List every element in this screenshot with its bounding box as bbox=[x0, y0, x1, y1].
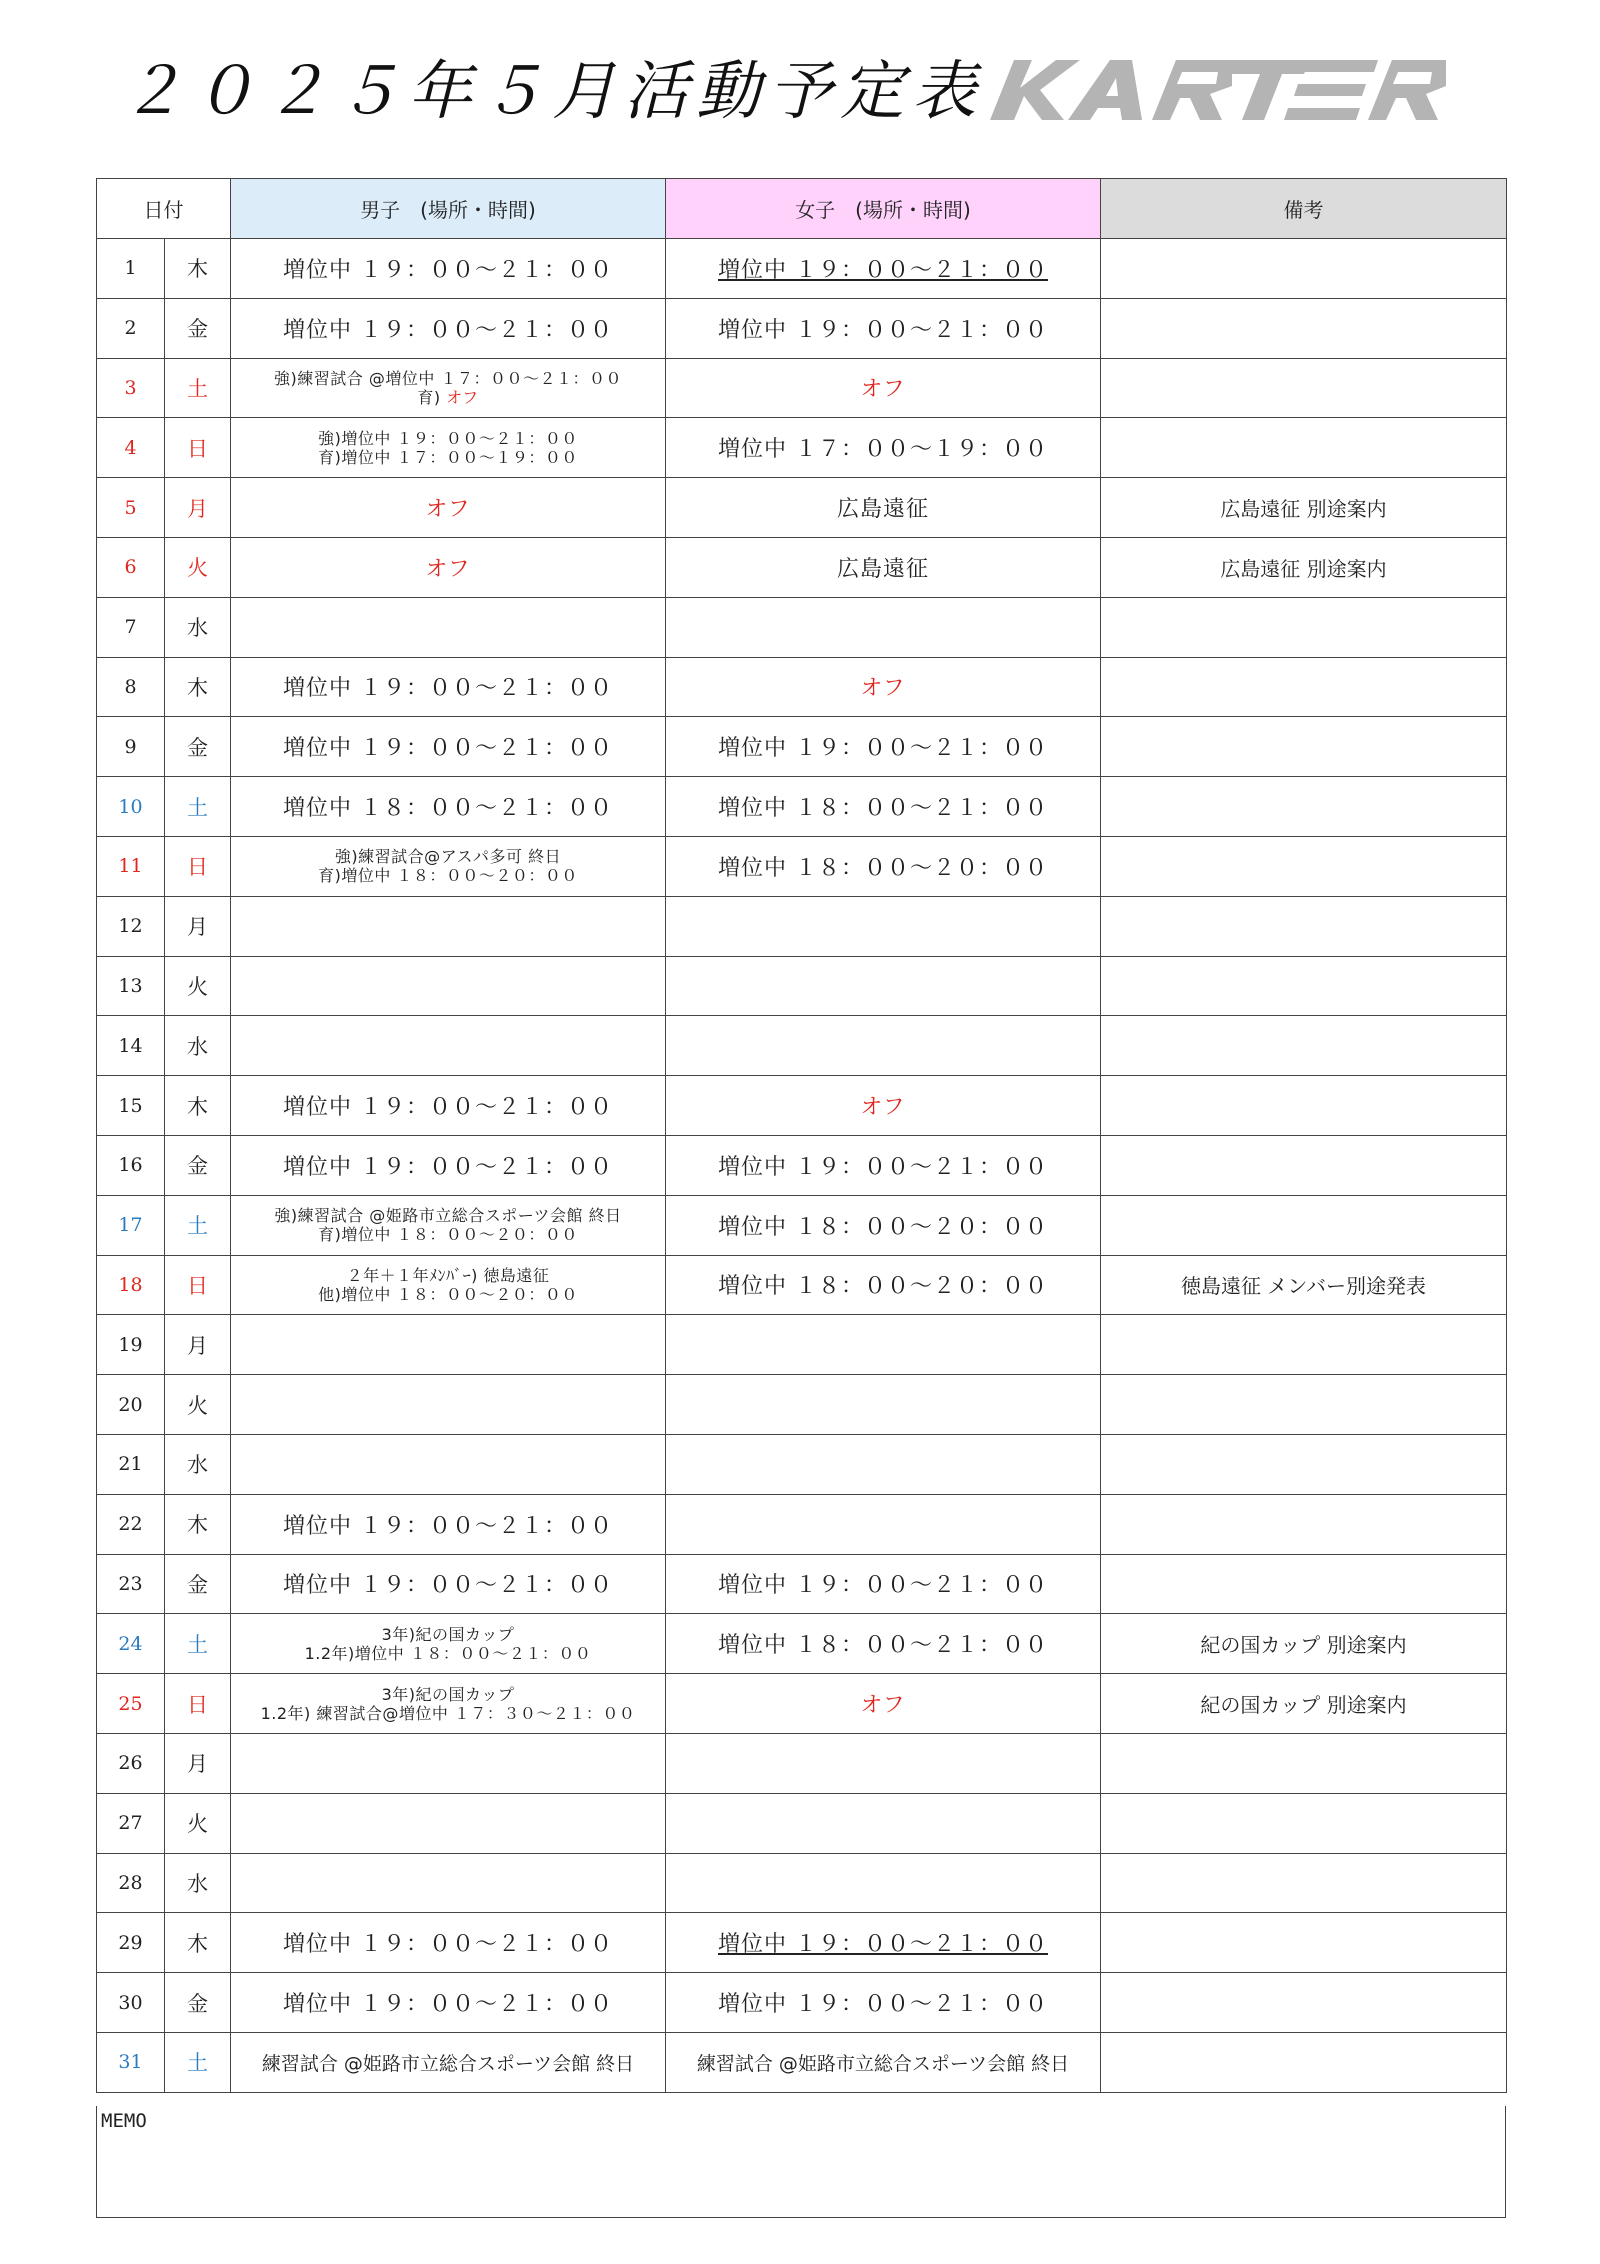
table-row bbox=[97, 239, 1507, 299]
weekday-cell: 月 bbox=[165, 896, 231, 956]
boys-cell bbox=[231, 1375, 666, 1435]
day-cell: 12 bbox=[97, 896, 165, 956]
day-cell: 29 bbox=[97, 1913, 165, 1973]
day-cell: 16 bbox=[97, 1135, 165, 1195]
girls-cell bbox=[666, 2032, 1101, 2092]
girls-line: 増位中 １９：００～２１：００ bbox=[718, 736, 1048, 762]
girls-cell bbox=[666, 1315, 1101, 1375]
girls-line: オフ bbox=[860, 1095, 906, 1121]
day-cell: 18 bbox=[97, 1255, 165, 1315]
girls-line: 広島遠征 bbox=[836, 497, 929, 523]
notes-cell bbox=[1101, 1076, 1507, 1136]
weekday-cell: 木 bbox=[165, 1076, 231, 1136]
boys-cell bbox=[231, 2032, 666, 2092]
weekday-cell: 火 bbox=[165, 1793, 231, 1853]
weekday-cell: 土 bbox=[165, 2032, 231, 2092]
weekday-cell: 水 bbox=[165, 597, 231, 657]
day-cell: 30 bbox=[97, 1973, 165, 2033]
weekday-cell: 金 bbox=[165, 717, 231, 777]
boys-cell bbox=[231, 478, 666, 538]
table-row bbox=[97, 358, 1507, 418]
day-cell: 17 bbox=[97, 1195, 165, 1255]
boys-cell bbox=[231, 1973, 666, 2033]
header-boys: 男子 (場所・時間) bbox=[231, 179, 666, 239]
boys-cell bbox=[231, 1733, 666, 1793]
weekday-cell: 日 bbox=[165, 836, 231, 896]
memo-box bbox=[96, 2106, 1506, 2218]
table-row bbox=[97, 1076, 1507, 1136]
day-cell: 1 bbox=[97, 239, 165, 299]
table-row bbox=[97, 836, 1507, 896]
boys-line: 強)練習試合 @増位中 １７：００～２１：００ bbox=[274, 368, 622, 388]
table-row bbox=[97, 1913, 1507, 1973]
notes-cell bbox=[1101, 836, 1507, 896]
table-row bbox=[97, 537, 1507, 597]
table-row bbox=[97, 298, 1507, 358]
day-cell: 2 bbox=[97, 298, 165, 358]
weekday-cell: 月 bbox=[165, 1733, 231, 1793]
weekday-cell: 木 bbox=[165, 1494, 231, 1554]
notes-cell bbox=[1101, 1016, 1507, 1076]
girls-cell bbox=[666, 1434, 1101, 1494]
day-cell: 11 bbox=[97, 836, 165, 896]
girls-cell bbox=[666, 239, 1101, 299]
girls-cell bbox=[666, 1255, 1101, 1315]
boys-line: 育) オフ bbox=[417, 387, 479, 407]
table-row bbox=[97, 896, 1507, 956]
boys-cell bbox=[231, 1494, 666, 1554]
boys-cell bbox=[231, 896, 666, 956]
notes-cell: 紀の国カップ 別途案内 bbox=[1101, 1674, 1507, 1734]
weekday-cell: 金 bbox=[165, 1135, 231, 1195]
day-cell: 9 bbox=[97, 717, 165, 777]
boys-line: 強)練習試合@アスパ多可 終日 bbox=[334, 847, 562, 867]
table-row bbox=[97, 1494, 1507, 1554]
day-cell: 22 bbox=[97, 1494, 165, 1554]
weekday-cell: 金 bbox=[165, 1554, 231, 1614]
girls-cell bbox=[666, 717, 1101, 777]
table-row bbox=[97, 1973, 1507, 2033]
girls-cell bbox=[666, 1674, 1101, 1734]
weekday-cell: 火 bbox=[165, 537, 231, 597]
boys-cell bbox=[231, 1614, 666, 1674]
girls-line: 増位中 １８：００～２０：００ bbox=[718, 1214, 1048, 1240]
notes-cell: 徳島遠征 メンバー別途発表 bbox=[1101, 1255, 1507, 1315]
notes-cell bbox=[1101, 1434, 1507, 1494]
boys-cell bbox=[231, 1674, 666, 1734]
schedule-body bbox=[97, 239, 1507, 2093]
boys-cell bbox=[231, 777, 666, 837]
boys-cell bbox=[231, 1913, 666, 1973]
header-date: 日付 bbox=[97, 179, 231, 239]
weekday-cell: 金 bbox=[165, 1973, 231, 2033]
notes-cell bbox=[1101, 1135, 1507, 1195]
boys-cell bbox=[231, 239, 666, 299]
table-row bbox=[97, 1434, 1507, 1494]
weekday-cell: 日 bbox=[165, 1674, 231, 1734]
boys-line: 増位中 １９：００～２１：００ bbox=[283, 1932, 613, 1958]
notes-cell bbox=[1101, 1195, 1507, 1255]
boys-cell bbox=[231, 1076, 666, 1136]
table-row bbox=[97, 1255, 1507, 1315]
weekday-cell: 木 bbox=[165, 1913, 231, 1973]
boys-line: ２年＋１年ﾒﾝﾊﾞｰ) 徳島遠征 bbox=[346, 1265, 550, 1285]
boys-line: 他)増位中 １８：００～２０：００ bbox=[318, 1284, 578, 1304]
weekday-cell: 土 bbox=[165, 777, 231, 837]
table-row bbox=[97, 1674, 1507, 1734]
girls-line: 増位中 １９：００～２１：００ bbox=[718, 1992, 1048, 2017]
boys-line: 増位中 １９：００～２１：００ bbox=[283, 1513, 613, 1539]
day-cell: 6 bbox=[97, 537, 165, 597]
notes-cell: 広島遠征 別途案内 bbox=[1101, 478, 1507, 538]
weekday-cell: 水 bbox=[165, 1016, 231, 1076]
boys-line: 育)増位中 １７：００～１９：００ bbox=[318, 447, 578, 467]
weekday-cell: 日 bbox=[165, 418, 231, 478]
boys-line: 強)練習試合 @姫路市立総合スポーツ会館 終日 bbox=[274, 1206, 622, 1226]
boys-cell bbox=[231, 1853, 666, 1913]
notes-cell bbox=[1101, 418, 1507, 478]
notes-cell bbox=[1101, 1733, 1507, 1793]
boys-cell bbox=[231, 418, 666, 478]
day-cell: 27 bbox=[97, 1793, 165, 1853]
table-row bbox=[97, 717, 1507, 777]
girls-line: 増位中 １９：００～２１：００ bbox=[718, 1573, 1048, 1599]
notes-cell bbox=[1101, 1554, 1507, 1614]
notes-cell bbox=[1101, 358, 1507, 418]
boys-cell bbox=[231, 537, 666, 597]
girls-cell bbox=[666, 1793, 1101, 1853]
girls-line: 練習試合 @姫路市立総合スポーツ会館 終日 bbox=[696, 2052, 1070, 2075]
boys-line: 増位中 １９：００～２１：００ bbox=[283, 1573, 613, 1599]
weekday-cell: 金 bbox=[165, 298, 231, 358]
girls-cell bbox=[666, 1494, 1101, 1554]
boys-line: 増位中 １９：００～２１：００ bbox=[283, 1095, 613, 1121]
girls-cell bbox=[666, 1853, 1101, 1913]
boys-cell bbox=[231, 956, 666, 1016]
table-row bbox=[97, 1793, 1507, 1853]
table-row bbox=[97, 1853, 1507, 1913]
day-cell: 5 bbox=[97, 478, 165, 538]
girls-line: 増位中 １９：００～２１：００ bbox=[718, 317, 1048, 343]
notes-cell bbox=[1101, 896, 1507, 956]
girls-cell bbox=[666, 1973, 1101, 2033]
table-row bbox=[97, 478, 1507, 538]
girls-line: オフ bbox=[860, 676, 906, 702]
table-row bbox=[97, 1375, 1507, 1435]
boys-cell bbox=[231, 298, 666, 358]
day-cell: 14 bbox=[97, 1016, 165, 1076]
notes-cell bbox=[1101, 2032, 1507, 2092]
karter-logo bbox=[970, 50, 1450, 130]
boys-cell bbox=[231, 1195, 666, 1255]
boys-line: 増位中 １９：００～２１：００ bbox=[283, 257, 613, 283]
girls-cell bbox=[666, 418, 1101, 478]
weekday-cell: 土 bbox=[165, 358, 231, 418]
day-cell: 26 bbox=[97, 1733, 165, 1793]
boys-line: 増位中 １９：００～２１：００ bbox=[283, 317, 613, 343]
notes-cell: 紀の国カップ 別途案内 bbox=[1101, 1614, 1507, 1674]
boys-cell bbox=[231, 597, 666, 657]
boys-cell bbox=[231, 1315, 666, 1375]
girls-cell bbox=[666, 537, 1101, 597]
table-row bbox=[97, 777, 1507, 837]
table-row bbox=[97, 1614, 1507, 1674]
notes-cell bbox=[1101, 597, 1507, 657]
girls-cell bbox=[666, 836, 1101, 896]
boys-line: 1.2年) 練習試合@増位中 １７：３０～２１：００ bbox=[260, 1703, 636, 1723]
schedule-table bbox=[96, 178, 1507, 2093]
weekday-cell: 土 bbox=[165, 1614, 231, 1674]
girls-cell bbox=[666, 1614, 1101, 1674]
girls-cell bbox=[666, 1076, 1101, 1136]
table-row bbox=[97, 1733, 1507, 1793]
weekday-cell: 水 bbox=[165, 1853, 231, 1913]
notes-cell bbox=[1101, 1913, 1507, 1973]
boys-line: オフ bbox=[425, 497, 471, 523]
notes-cell bbox=[1101, 717, 1507, 777]
day-cell: 15 bbox=[97, 1076, 165, 1136]
boys-line: 3年)紀の国カップ bbox=[381, 1624, 515, 1644]
off-label: オフ bbox=[446, 387, 479, 407]
girls-cell bbox=[666, 1733, 1101, 1793]
girls-line: 増位中 １８：００～２０：００ bbox=[718, 855, 1048, 881]
notes-cell bbox=[1101, 1375, 1507, 1435]
girls-cell bbox=[666, 478, 1101, 538]
day-cell: 25 bbox=[97, 1674, 165, 1734]
day-cell: 13 bbox=[97, 956, 165, 1016]
header-notes: 備考 bbox=[1101, 179, 1507, 239]
girls-cell bbox=[666, 777, 1101, 837]
day-cell: 31 bbox=[97, 2032, 165, 2092]
boys-cell bbox=[231, 1554, 666, 1614]
boys-line: 増位中 １９：００～２１：００ bbox=[283, 676, 613, 702]
girls-line: 広島遠征 bbox=[836, 556, 929, 582]
weekday-cell: 火 bbox=[165, 1375, 231, 1435]
boys-line: 練習試合 @姫路市立総合スポーツ会館 終日 bbox=[261, 2052, 635, 2075]
table-row bbox=[97, 1315, 1507, 1375]
girls-line: 増位中 １９：００～２１：００ bbox=[718, 257, 1048, 283]
girls-line: 増位中 １８：００～２０：００ bbox=[718, 1274, 1048, 1300]
table-row bbox=[97, 597, 1507, 657]
boys-cell bbox=[231, 1135, 666, 1195]
boys-line: 3年)紀の国カップ bbox=[381, 1684, 515, 1704]
notes-cell: 広島遠征 別途案内 bbox=[1101, 537, 1507, 597]
weekday-cell: 月 bbox=[165, 478, 231, 538]
girls-cell bbox=[666, 1195, 1101, 1255]
notes-cell bbox=[1101, 657, 1507, 717]
boys-line: 強)増位中 １９：００～２１：００ bbox=[318, 428, 578, 448]
notes-cell bbox=[1101, 1973, 1507, 2033]
boys-cell bbox=[231, 358, 666, 418]
girls-line: オフ bbox=[860, 1693, 906, 1719]
weekday-cell: 月 bbox=[165, 1315, 231, 1375]
day-cell: 4 bbox=[97, 418, 165, 478]
boys-cell bbox=[231, 1016, 666, 1076]
weekday-cell: 火 bbox=[165, 956, 231, 1016]
weekday-cell: 木 bbox=[165, 239, 231, 299]
girls-cell bbox=[666, 956, 1101, 1016]
boys-cell bbox=[231, 717, 666, 777]
notes-cell bbox=[1101, 1315, 1507, 1375]
table-row bbox=[97, 2032, 1507, 2092]
girls-line: オフ bbox=[860, 377, 906, 403]
boys-cell bbox=[231, 1434, 666, 1494]
boys-line: 増位中 １９：００～２１：００ bbox=[283, 1154, 613, 1180]
table-row bbox=[97, 1135, 1507, 1195]
day-cell: 21 bbox=[97, 1434, 165, 1494]
day-cell: 20 bbox=[97, 1375, 165, 1435]
girls-cell bbox=[666, 1554, 1101, 1614]
day-cell: 7 bbox=[97, 597, 165, 657]
notes-cell bbox=[1101, 1793, 1507, 1853]
boys-line: 1.2年)増位中 １８：００～２１：００ bbox=[304, 1643, 592, 1663]
girls-cell bbox=[666, 298, 1101, 358]
table-row bbox=[97, 657, 1507, 717]
table-row bbox=[97, 956, 1507, 1016]
table-row bbox=[97, 1554, 1507, 1614]
girls-cell bbox=[666, 1135, 1101, 1195]
day-cell: 23 bbox=[97, 1554, 165, 1614]
notes-cell bbox=[1101, 298, 1507, 358]
girls-line: 増位中 １８：００～２１：００ bbox=[718, 1633, 1048, 1659]
weekday-cell: 土 bbox=[165, 1195, 231, 1255]
day-cell: 10 bbox=[97, 777, 165, 837]
header-girls: 女子 (場所・時間) bbox=[666, 179, 1101, 239]
table-row bbox=[97, 1016, 1507, 1076]
girls-line: 増位中 １８：００～２１：００ bbox=[718, 796, 1048, 822]
girls-cell bbox=[666, 1016, 1101, 1076]
day-cell: 28 bbox=[97, 1853, 165, 1913]
weekday-cell: 日 bbox=[165, 1255, 231, 1315]
day-cell: 3 bbox=[97, 358, 165, 418]
boys-cell bbox=[231, 657, 666, 717]
day-cell: 8 bbox=[97, 657, 165, 717]
girls-line: 増位中 １９：００～２１：００ bbox=[718, 1154, 1048, 1180]
girls-cell bbox=[666, 657, 1101, 717]
boys-cell bbox=[231, 1793, 666, 1853]
boys-line: 育)増位中 １８：００～２０：００ bbox=[318, 1225, 578, 1245]
girls-cell bbox=[666, 358, 1101, 418]
girls-line: 増位中 １７：００～１９：００ bbox=[718, 437, 1048, 463]
girls-cell bbox=[666, 597, 1101, 657]
memo-label: MEMO bbox=[101, 2110, 147, 2132]
notes-cell bbox=[1101, 777, 1507, 837]
day-cell: 24 bbox=[97, 1614, 165, 1674]
day-cell: 19 bbox=[97, 1315, 165, 1375]
girls-cell bbox=[666, 896, 1101, 956]
boys-line: 育)増位中 １８：００～２０：００ bbox=[318, 866, 578, 886]
girls-cell bbox=[666, 1913, 1101, 1973]
boys-line: 増位中 １９：００～２１：００ bbox=[283, 1992, 613, 2017]
boys-cell bbox=[231, 836, 666, 896]
page-title: ２０２５年５月活動予定表 bbox=[120, 55, 984, 129]
weekday-cell: 水 bbox=[165, 1434, 231, 1494]
boys-line: オフ bbox=[425, 556, 471, 582]
table-row bbox=[97, 1195, 1507, 1255]
notes-cell bbox=[1101, 1494, 1507, 1554]
boys-cell bbox=[231, 1255, 666, 1315]
boys-line: 増位中 １９：００～２１：００ bbox=[283, 736, 613, 762]
header-row bbox=[97, 179, 1507, 239]
table-row bbox=[97, 418, 1507, 478]
girls-cell bbox=[666, 1375, 1101, 1435]
notes-cell bbox=[1101, 956, 1507, 1016]
boys-line: 増位中 １８：００～２１：００ bbox=[283, 796, 613, 822]
notes-cell bbox=[1101, 239, 1507, 299]
notes-cell bbox=[1101, 1853, 1507, 1913]
girls-line: 増位中 １９：００～２１：００ bbox=[718, 1932, 1048, 1958]
weekday-cell: 木 bbox=[165, 657, 231, 717]
